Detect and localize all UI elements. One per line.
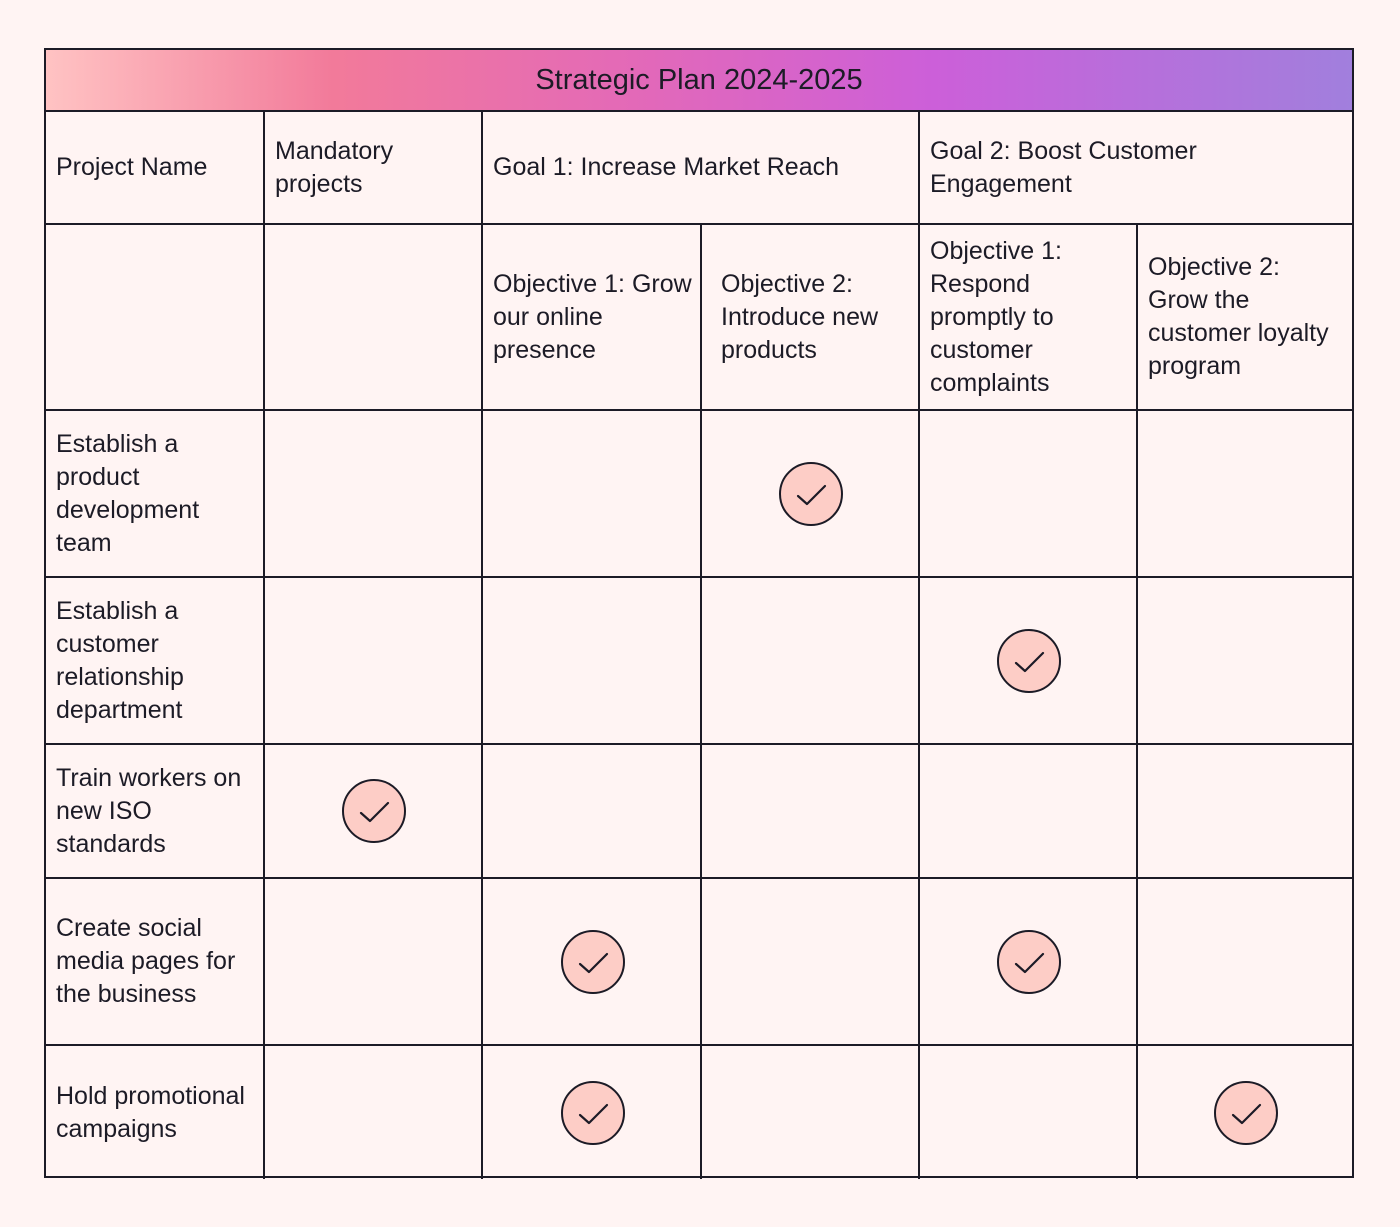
alignment-cell: [482, 878, 701, 1045]
header-row-goals: [46, 112, 1352, 224]
table-row: [46, 577, 1352, 744]
alignment-cell: [919, 1045, 1137, 1179]
alignment-cell: [919, 577, 1137, 744]
alignment-cell: [1137, 744, 1352, 878]
alignment-cell: [482, 410, 701, 577]
table-row: [46, 878, 1352, 1045]
alignment-cell: [919, 744, 1137, 878]
check-icon: [997, 629, 1061, 693]
alignment-cell: [701, 744, 919, 878]
alignment-cell: [482, 1045, 701, 1179]
header-goal-1: Goal 1: Increase Market Reach: [482, 112, 919, 224]
check-icon: [779, 462, 843, 526]
table-row: [46, 410, 1352, 577]
header-project-name: Project Name: [46, 112, 264, 224]
alignment-cell: [1137, 577, 1352, 744]
alignment-cell: [1137, 1045, 1352, 1179]
alignment-cell: [264, 744, 482, 878]
alignment-cell: [1137, 410, 1352, 577]
check-icon: [997, 930, 1061, 994]
alignment-cell: [701, 577, 919, 744]
check-icon: [1214, 1081, 1278, 1145]
project-name-cell: Establish a customer relationship department: [46, 577, 264, 744]
alignment-cell: [919, 410, 1137, 577]
alignment-cell: [1137, 878, 1352, 1045]
header-mandatory-projects: Mandatory projects: [264, 112, 482, 224]
table-row: [46, 1045, 1352, 1179]
alignment-cell: [264, 410, 482, 577]
header-goal1-objective2: Objective 2: Introduce new products: [701, 224, 919, 410]
alignment-cell: [701, 410, 919, 577]
strategic-plan-table: [44, 48, 1354, 1178]
alignment-cell: [264, 1045, 482, 1179]
header-empty-cell: [46, 224, 264, 410]
table-row: [46, 744, 1352, 878]
alignment-cell: [919, 878, 1137, 1045]
check-icon: [561, 1081, 625, 1145]
header-goal2-objective1: Objective 1: Respond promptly to customer complaints: [919, 224, 1137, 410]
alignment-cell: [264, 878, 482, 1045]
project-name-cell: Train workers on new ISO standards: [46, 744, 264, 878]
header-empty-cell: [264, 224, 482, 410]
header-goal2-objective2: Objective 2: Grow the customer loyalty program: [1137, 224, 1352, 410]
plan-grid: [46, 112, 1352, 1179]
header-row-objectives: [46, 224, 1352, 410]
alignment-cell: [701, 1045, 919, 1179]
alignment-cell: [701, 878, 919, 1045]
project-name-cell: Hold promotional campaigns: [46, 1045, 264, 1179]
check-icon: [561, 930, 625, 994]
alignment-cell: [482, 577, 701, 744]
project-name-cell: Establish a product development team: [46, 410, 264, 577]
check-icon: [342, 779, 406, 843]
alignment-cell: [482, 744, 701, 878]
header-goal1-objective1: Objective 1: Grow our online presence: [482, 224, 701, 410]
project-name-cell: Create social media pages for the business: [46, 878, 264, 1045]
alignment-cell: [264, 577, 482, 744]
table-title: Strategic Plan 2024-2025: [46, 50, 1352, 112]
header-goal-2: Goal 2: Boost Customer Engagement: [919, 112, 1352, 224]
